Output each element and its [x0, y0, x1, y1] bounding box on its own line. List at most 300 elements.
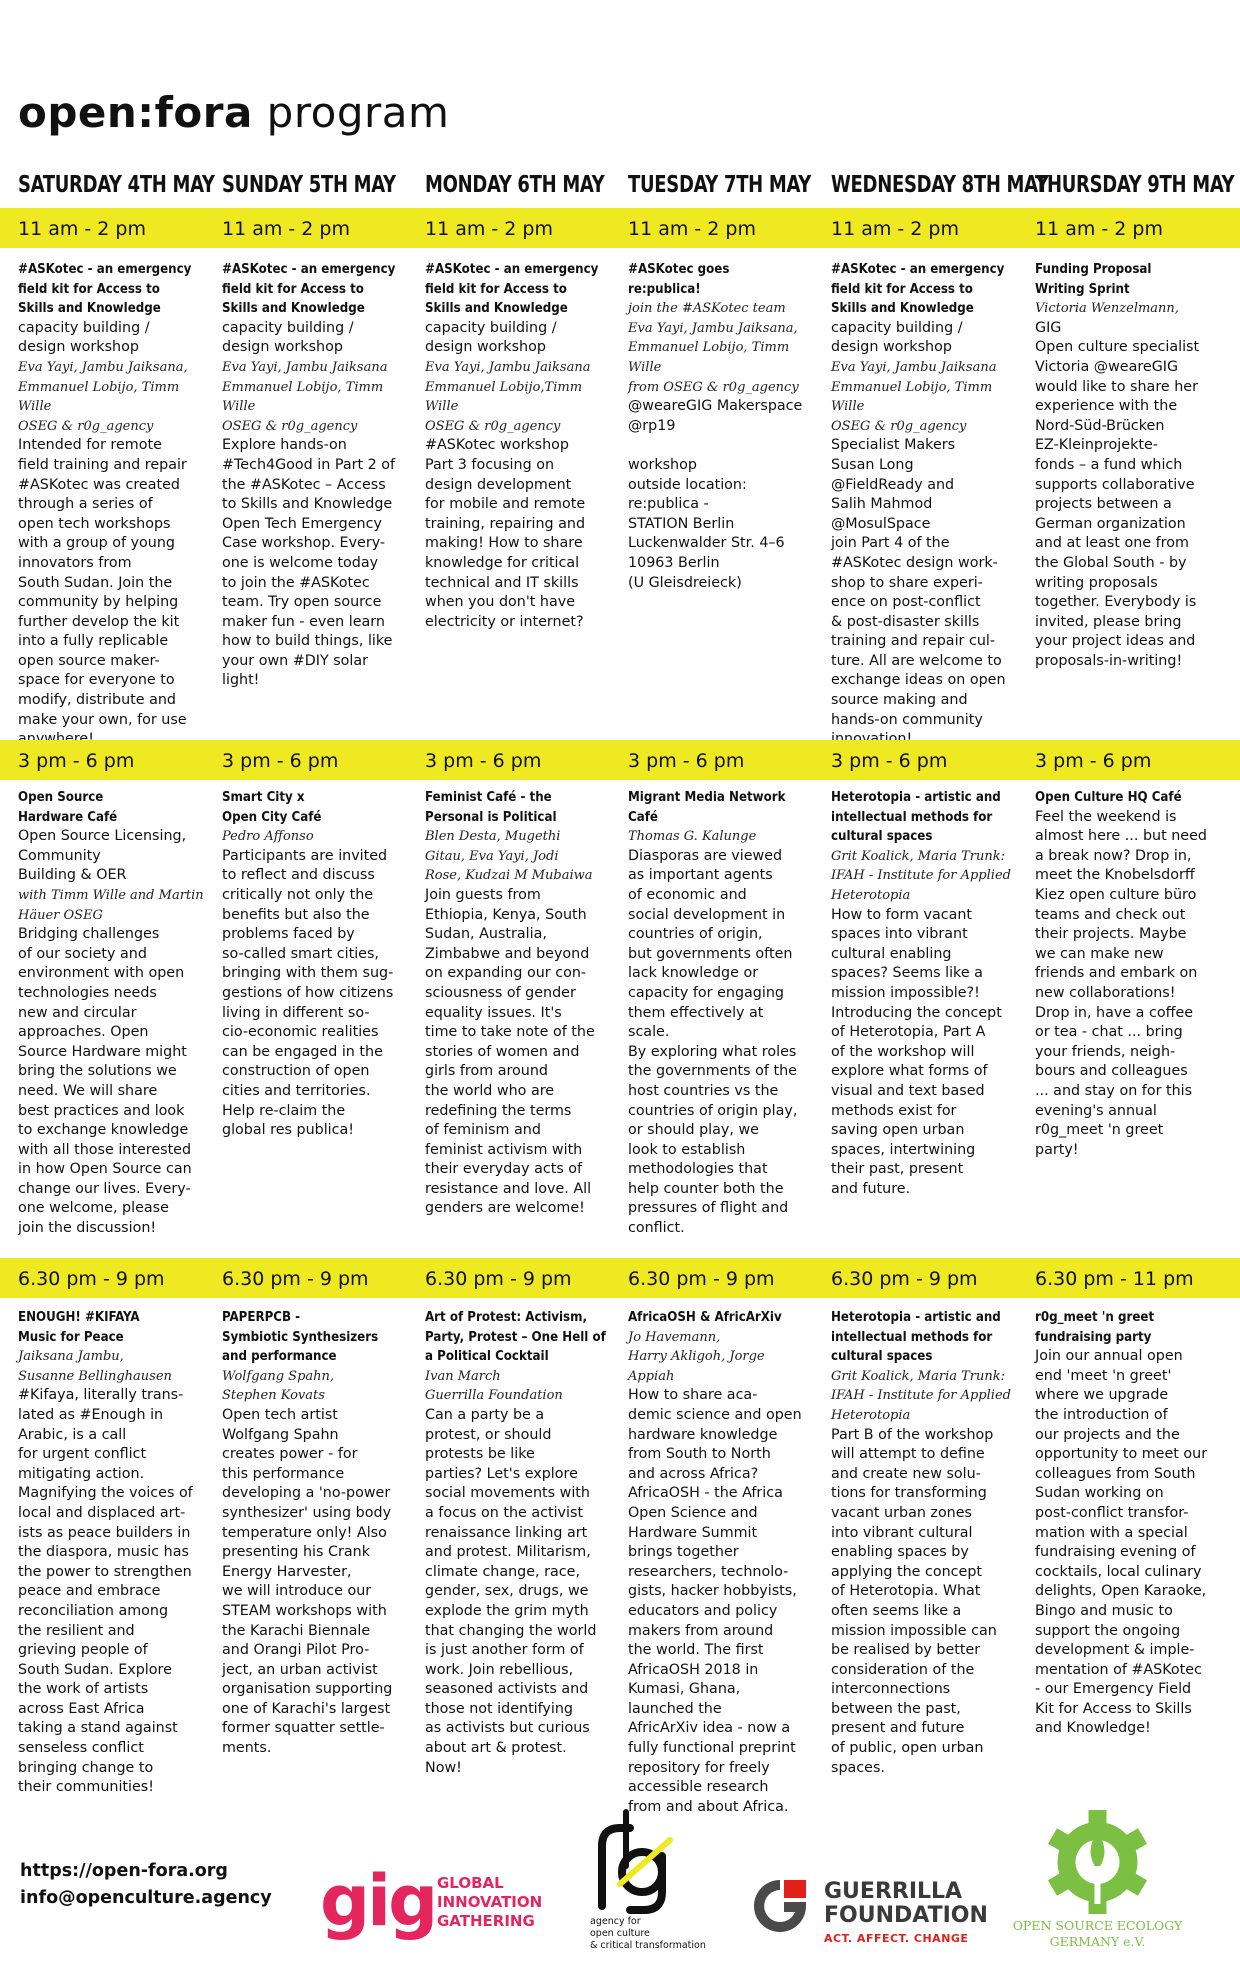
event-description-line: them effectively at — [628, 1004, 764, 1021]
event-cell — [18, 788, 204, 1239]
event-description-line: team. Try open source — [222, 594, 382, 611]
event-title-line: intellectual methods for — [831, 1329, 993, 1345]
event-description-line: and across Africa? — [628, 1465, 759, 1482]
event-title-line: Skills and Knowledge — [831, 301, 974, 317]
event-cell — [425, 788, 611, 1219]
event-description-line: @weareGIG Makerspace — [628, 398, 803, 415]
event-description-line: redefining the terms — [425, 1102, 572, 1119]
event-description-line: ject, an urban activist — [222, 1661, 378, 1678]
event-description-line: peace and embrace — [18, 1583, 161, 1600]
event-description-line: support the ongoing — [1035, 1622, 1181, 1639]
event-description-line: spaces, intertwining — [831, 1141, 976, 1158]
event-description-line: Sudan working on — [1035, 1485, 1164, 1502]
event-people-line: Victoria Wenzelmann, — [1035, 301, 1179, 317]
event-description-line: Source Hardware might — [18, 1043, 187, 1060]
event-description-line: new collaborations! — [1035, 984, 1176, 1001]
event-description-line: best practices and look — [18, 1102, 185, 1119]
event-description-line: explode the grim myth — [425, 1602, 589, 1619]
event-title-line: Party, Protest – One Hell of — [425, 1329, 606, 1345]
r0g-logo — [590, 1806, 706, 1966]
event-description-line: Magnifying the voices of — [18, 1485, 193, 1502]
ose-logo — [1010, 1796, 1185, 1966]
event-description-line: technical and IT skills — [425, 574, 579, 591]
guerrilla-logo-icon — [748, 1874, 812, 1938]
event-description-line: space for everyone to — [18, 672, 175, 689]
event-title-line: field kit for Access to — [425, 281, 567, 297]
time-label: 3 pm - 6 pm — [831, 750, 948, 772]
event-cell — [425, 1308, 611, 1778]
event-people-line: Eva Yayi, Jambu Jaiksana — [222, 359, 388, 375]
blank-line — [628, 436, 814, 456]
event-description-line: ence on post-conflict — [831, 594, 981, 611]
event-description-line: capacity for engaging — [628, 984, 784, 1001]
event-people-line: OSEG & r0g_agency — [425, 418, 561, 434]
event-description-line: the Global South - by — [1035, 554, 1187, 571]
event-cell — [831, 260, 1017, 750]
event-description-line: across East Africa — [18, 1700, 145, 1717]
day-header: SATURDAY 4TH MAY — [18, 170, 215, 198]
event-people-line: Harry Akligoh, Jorge Appiah — [628, 1349, 765, 1384]
event-description-line: and at least one from — [1035, 535, 1189, 552]
event-title-line: Open Source — [18, 790, 104, 805]
time-label: 6.30 pm - 9 pm — [425, 1268, 572, 1290]
event-description-line: into vibrant cultural — [831, 1524, 973, 1541]
event-description-line: this performance — [222, 1465, 345, 1482]
event-people-line: Emmanuel Lobijo,Timm Wille — [425, 379, 583, 415]
event-description-line: 10963 Berlin — [628, 554, 720, 571]
event-people-line: Eva Yayi, Jambu Jaiksana — [831, 359, 997, 375]
time-label: 6.30 pm - 9 pm — [628, 1268, 775, 1290]
event-description-line: your project ideas and — [1035, 633, 1196, 650]
event-description-line: about art & protest. — [425, 1740, 567, 1757]
event-description-line: need. We will share — [18, 1082, 158, 1099]
event-description-line: EZ-Kleinprojekte- — [1035, 437, 1158, 454]
event-description-line: would like to share her — [1035, 378, 1198, 395]
event-description-line: methodologies that — [628, 1161, 768, 1178]
event-description-line: Join our annual open — [1035, 1348, 1183, 1365]
event-description-line: explore what forms of — [831, 1063, 988, 1080]
event-description-line: or tea - chat ... bring — [1035, 1024, 1183, 1041]
event-description-line: the work of artists — [18, 1681, 149, 1698]
event-description-line: (U Gleisdreieck) — [628, 574, 742, 591]
event-title-line: intellectual methods for — [831, 809, 993, 825]
event-title-line: Funding Proposal — [1035, 262, 1152, 277]
event-description-line: when you don't have — [425, 594, 576, 611]
event-description-line: #ASKotec design work- — [831, 554, 998, 571]
event-title-line: Writing Sprint — [1035, 281, 1130, 297]
r0g-logo-caption: agency for open culture & critical transformation — [590, 1916, 706, 1951]
event-description-line: as activists but curious — [425, 1720, 590, 1737]
event-people-line: IFAH - Institute for Applied — [831, 868, 1011, 884]
event-description-line: fundraising evening of — [1035, 1544, 1196, 1561]
event-description-line: Zimbabwe and beyond — [425, 945, 590, 962]
event-description-line: AfricArXiv idea - now a — [628, 1720, 791, 1737]
event-people-line: IFAH - Institute for Applied — [831, 1388, 1011, 1404]
event-description-line: work. Join rebellious, — [425, 1661, 574, 1678]
event-description-line: taking a stand against — [18, 1720, 178, 1737]
event-description-line: countries of origin, — [628, 926, 763, 943]
gear-leaf-icon — [1010, 1796, 1185, 1916]
event-description-line: construction of open — [222, 1063, 370, 1080]
event-subtitle-line: capacity building / — [222, 319, 354, 336]
event-description-line: social movements with — [425, 1485, 590, 1502]
event-description-line: spaces into vibrant — [831, 926, 968, 943]
guerrilla-foundation-logo — [748, 1874, 988, 1945]
event-description-line: STEAM workshops with — [222, 1602, 387, 1619]
event-description-line: on expanding our con- — [425, 965, 587, 982]
event-description-line: to exchange knowledge — [18, 1122, 189, 1139]
event-subtitle-line: design workshop — [425, 339, 546, 356]
event-description-line: Luckenwalder Str. 4–6 — [628, 535, 785, 552]
event-description-line: stories of women and — [425, 1043, 580, 1060]
event-title-line: Skills and Knowledge — [425, 301, 568, 317]
event-description-line: ture. All are welcome to — [831, 652, 1002, 669]
event-people-line: Wolfgang Spahn, — [222, 1368, 335, 1384]
event-subtitle-line: Building & OER — [18, 867, 127, 884]
event-people-line: Emmanuel Lobijo, Timm Wille — [628, 340, 790, 375]
event-description-line: one welcome, please — [18, 1200, 169, 1217]
event-description-line: making! How to share — [425, 535, 583, 552]
event-cell — [18, 260, 204, 750]
event-description-line: reconciliation among — [18, 1602, 169, 1619]
event-description-line: approaches. Open — [18, 1024, 149, 1041]
event-description-line: #ASKotec workshop — [425, 437, 569, 454]
event-people-line: Eva Yayi, Jambu Jaiksana, — [18, 359, 188, 375]
event-description-line: technologies needs — [18, 984, 157, 1001]
event-description-line: as important agents — [628, 867, 773, 884]
event-description-line: evening's annual — [1035, 1102, 1157, 1119]
event-description-line: local and displaced art- — [18, 1504, 186, 1521]
event-description-line: Feel the weekend is — [1035, 808, 1177, 825]
event-description-line: light! — [222, 672, 260, 689]
event-description-line: seasoned activists and — [425, 1681, 589, 1698]
event-description-line: German organization — [1035, 515, 1186, 532]
event-cell — [628, 788, 814, 1239]
event-people-line: Rose, Kudzai M Mubaiwa — [425, 868, 593, 884]
event-description-line: cultural enabling — [831, 945, 952, 962]
event-description-line: protests be like — [425, 1446, 535, 1463]
time-label: 11 am - 2 pm — [831, 218, 959, 240]
event-description-line: accessible research — [628, 1779, 769, 1796]
time-label: 11 am - 2 pm — [628, 218, 756, 240]
event-description-line: former squatter settle- — [222, 1720, 385, 1737]
event-description-line: party! — [1035, 1141, 1079, 1158]
event-description-line: so-called smart cities, — [222, 945, 379, 962]
event-description-line: Susan Long — [831, 456, 914, 473]
event-description-line: electricity or internet? — [425, 613, 584, 630]
event-description-line: training, repairing and — [425, 515, 586, 532]
event-cell — [1035, 1308, 1221, 1739]
event-cell — [222, 260, 408, 691]
gig-logo-text: GLOBAL INNOVATION GATHERING — [437, 1874, 543, 1930]
event-description-line: Join guests from — [425, 886, 541, 903]
event-description-line: field training and repair — [18, 456, 187, 473]
event-description-line: through a series of — [18, 496, 153, 513]
event-people-line: Eva Yayi, Jambu Jaiksana, — [628, 320, 798, 336]
event-description-line: and Orangi Pilot Pro- — [222, 1642, 370, 1659]
event-description-line: the resilient and — [18, 1622, 135, 1639]
event-description-line: experience with the — [1035, 398, 1178, 415]
event-description-line: outside location: — [628, 476, 747, 493]
event-description-line: consideration of the — [831, 1661, 975, 1678]
event-people-line: Jaiksana Jambu, — [18, 1349, 124, 1365]
event-description-line: Specialist Makers — [831, 437, 956, 454]
event-people-line: Pedro Affonso — [222, 829, 314, 845]
event-description-line: South Sudan. Explore — [18, 1661, 172, 1678]
event-description-line: #Kifaya, literally trans- — [18, 1387, 184, 1404]
event-description-line: their everyday acts of — [425, 1161, 583, 1178]
event-people-line: Emmanuel Lobijo, Timm Wille — [222, 379, 384, 415]
event-description-line: change our lives. Every- — [18, 1180, 191, 1197]
event-description-line: Now! — [425, 1759, 462, 1776]
event-description-line: and Knowledge! — [1035, 1720, 1151, 1737]
event-subtitle-line: capacity building / — [425, 319, 557, 336]
event-description-line: spaces. — [831, 1759, 885, 1776]
event-description-line: friends and embark on — [1035, 965, 1198, 982]
event-title-line: #ASKotec - an emergency — [425, 262, 599, 277]
page-title-light: program — [266, 88, 450, 137]
event-description-line: your own #DIY solar — [222, 652, 369, 669]
event-description-line: Open Science and — [628, 1504, 758, 1521]
event-description-line: Diasporas are viewed — [628, 847, 783, 864]
event-description-line: lated as #Enough in — [18, 1406, 164, 1423]
event-title-line: fundraising party — [1035, 1329, 1152, 1345]
event-description-line: writing proposals — [1035, 574, 1158, 591]
event-description-line: or should play, we — [628, 1122, 759, 1139]
event-description-line: re:publica - — [628, 496, 709, 513]
time-label: 3 pm - 6 pm — [425, 750, 542, 772]
event-people-line: Heterotopia — [831, 887, 911, 903]
event-description-line: their past, present — [831, 1161, 964, 1178]
event-title-line: re:publica! — [628, 281, 701, 297]
time-label: 3 pm - 6 pm — [18, 750, 135, 772]
event-description-line: of Heterotopia, Part A — [831, 1024, 986, 1041]
event-description-line: and protest. Militarism, — [425, 1544, 591, 1561]
event-people-line: Emmanuel Lobijo, Timm Wille — [831, 379, 993, 415]
event-cell — [628, 260, 814, 593]
event-description-line: lack knowledge or — [628, 965, 759, 982]
website-link[interactable]: https://open-fora.org — [20, 1861, 228, 1881]
event-description-line: synthesizer' using body — [222, 1504, 392, 1521]
event-description-line: How to share aca- — [628, 1387, 758, 1404]
event-description-line: bringing with them sug- — [222, 965, 394, 982]
event-people-line: OSEG & r0g_agency — [831, 418, 967, 434]
event-people-line: join the #ASKotec team — [628, 301, 786, 317]
event-description-line: interconnections — [831, 1681, 951, 1698]
event-title-line: a Political Cocktail — [425, 1349, 549, 1365]
event-description-line: environment with open — [18, 965, 185, 982]
event-title-line: Skills and Knowledge — [18, 301, 161, 317]
r0g-logo-mark — [590, 1806, 690, 1914]
event-title-line: Feminist Café - the — [425, 790, 552, 805]
event-people-line: Susanne Bellinghausen — [18, 1368, 172, 1384]
event-subtitle-line: Community — [18, 847, 101, 864]
event-description-line: between the past, — [831, 1700, 961, 1717]
event-description-line: Nord-Süd-Brücken — [1035, 417, 1165, 434]
event-title-line: Heterotopia - artistic and — [831, 790, 1001, 805]
event-description-line: bring the solutions we — [18, 1063, 177, 1080]
event-description-line: the Karachi Biennale — [222, 1622, 371, 1639]
event-description-line: problems faced by — [222, 926, 355, 943]
event-description-line: By exploring what roles — [628, 1043, 797, 1060]
ose-logo-text: OPEN SOURCE ECOLOGY GERMANY e.V. — [1012, 1918, 1183, 1949]
time-label: 11 am - 2 pm — [425, 218, 553, 240]
day-header: SUNDAY 5TH MAY — [222, 170, 396, 198]
event-description-line: maker fun - even learn — [222, 613, 385, 630]
event-description-line: Open Tech Emergency — [222, 515, 382, 532]
event-description-line: @MosulSpace — [831, 515, 931, 532]
event-description-line: but governments often — [628, 945, 793, 962]
event-description-line: often seems like a — [831, 1602, 962, 1619]
event-description-line: your friends, neigh- — [1035, 1043, 1176, 1060]
event-description-line: training and repair cul- — [831, 633, 996, 650]
time-band-morning — [0, 208, 1240, 248]
time-label: 3 pm - 6 pm — [1035, 750, 1152, 772]
gig-logo — [320, 1860, 543, 1944]
event-description-line: we will introduce our — [222, 1583, 372, 1600]
event-description-line: how to build things, like — [222, 633, 393, 650]
event-description-line: Energy Harvester, — [222, 1563, 352, 1580]
event-description-line: exchange ideas on open — [831, 672, 1006, 689]
event-description-line: equality issues. It's — [425, 1004, 562, 1021]
event-cell — [222, 788, 408, 1141]
event-description-line: community by helping — [18, 594, 179, 611]
event-description-line: almost here ... but need — [1035, 828, 1207, 845]
event-description-line: feminist activism with — [425, 1141, 583, 1158]
event-description-line: modify, distribute and — [18, 692, 176, 709]
event-subtitle-line: capacity building / — [18, 319, 150, 336]
event-description-line: Wolfgang Spahn — [222, 1426, 339, 1443]
event-description-line: @FieldReady and — [831, 476, 955, 493]
event-description-line: climate change, race, — [425, 1563, 580, 1580]
event-people-line: Eva Yayi, Jambu Jaiksana — [425, 359, 591, 375]
event-description-line: workshop — [628, 456, 697, 473]
event-description-line: @rp19 — [628, 417, 676, 434]
event-description-line: Part B of the workshop — [831, 1426, 994, 1443]
event-title-line: cultural spaces — [831, 1349, 933, 1365]
day-header: TUESDAY 7TH MAY — [628, 170, 811, 198]
event-description-line: help counter both the — [628, 1180, 784, 1197]
event-description-line: GIG — [1035, 319, 1062, 336]
event-description-line: to Skills and Knowledge — [222, 496, 393, 513]
event-cell — [831, 1308, 1017, 1778]
event-title-line: Music for Peace — [18, 1329, 124, 1345]
event-description-line: of Heterotopia. What — [831, 1583, 981, 1600]
event-description-line: time to take note of the — [425, 1024, 595, 1041]
event-people-line: Grit Koalick, Maria Trunk: — [831, 1368, 1005, 1384]
event-description-line: new and circular — [18, 1004, 137, 1021]
event-description-line: Sudan, Australia, — [425, 926, 547, 943]
event-description-line: the world who are — [425, 1082, 555, 1099]
event-people-line: with Timm Wille and Martin — [18, 887, 204, 903]
event-description-line: spaces? Seems like a — [831, 965, 983, 982]
gig-logo-word: gig — [320, 1860, 436, 1942]
email-link[interactable]: info@openculture.agency — [20, 1888, 272, 1908]
event-title-line: Open City Café — [222, 809, 322, 825]
time-band-evening — [0, 1258, 1240, 1298]
event-people-line: Häuer OSEG — [18, 907, 103, 923]
event-description-line: knowledge for critical — [425, 554, 580, 571]
event-title-line: and performance — [222, 1349, 337, 1365]
event-title-line: Smart City x — [222, 790, 305, 805]
event-cell — [18, 1308, 204, 1798]
event-description-line: teams and check out — [1035, 906, 1186, 923]
event-description-line: into a fully replicable — [18, 633, 169, 650]
event-description-line: those not identifying — [425, 1700, 573, 1717]
event-title-line: Migrant Media Network — [628, 790, 786, 805]
event-description-line: projects between a — [1035, 496, 1172, 513]
time-label: 11 am - 2 pm — [1035, 218, 1163, 240]
day-header: WEDNESDAY 8TH MAY — [831, 170, 1049, 198]
event-description-line: to join the #ASKotec — [222, 574, 370, 591]
event-description-line: bours and colleagues — [1035, 1063, 1188, 1080]
event-description-line: we can make new — [1035, 945, 1164, 962]
event-title-line: Heterotopia - artistic and — [831, 1310, 1001, 1325]
event-description-line: sciousness of gender — [425, 984, 576, 1001]
event-description-line: of feminism and — [425, 1122, 541, 1139]
event-description-line: Arabic, is a call — [18, 1426, 127, 1443]
event-people-line: OSEG & r0g_agency — [18, 418, 154, 434]
event-people-line: OSEG & r0g_agency — [222, 418, 358, 434]
event-description-line: supports collaborative — [1035, 476, 1195, 493]
event-title-line: Symbiotic Synthesizers — [222, 1329, 379, 1345]
event-subtitle-line: design workshop — [831, 339, 952, 356]
event-description-line: benefits but also the — [222, 906, 370, 923]
event-description-line: fonds – a fund which — [1035, 456, 1183, 473]
event-description-line: hands-on community — [831, 711, 983, 728]
event-description-line: visual and text based — [831, 1082, 985, 1099]
event-description-line: post-conflict transfor- — [1035, 1504, 1189, 1521]
event-title-line: field kit for Access to — [18, 281, 160, 297]
event-description-line: ists as peace builders in — [18, 1524, 191, 1541]
footer-contact — [20, 1858, 272, 1912]
event-description-line: - our Emergency Field — [1035, 1681, 1192, 1698]
event-description-line: meet the Knobelsdorff — [1035, 867, 1195, 884]
event-description-line: girls from around — [425, 1063, 548, 1080]
event-description-line: shop to share experi- — [831, 574, 983, 591]
event-title-line: cultural spaces — [831, 829, 933, 845]
event-description-line: senseless conflict — [18, 1740, 144, 1757]
event-people-line: Jo Havemann, — [628, 1329, 721, 1345]
event-description-line: a break now? Drop in, — [1035, 847, 1192, 864]
event-description-line: brings together — [628, 1544, 739, 1561]
event-people-line: Guerrilla Foundation — [425, 1388, 563, 1404]
event-description-line: make your own, for use — [18, 711, 187, 728]
event-description-line: conflict. — [628, 1220, 685, 1237]
event-description-line: organisation supporting — [222, 1681, 393, 1698]
event-description-line: Kiez open culture büro — [1035, 886, 1197, 903]
event-description-line: and future. — [831, 1180, 911, 1197]
event-title-line: ENOUGH! #KIFAYA — [18, 1310, 140, 1325]
event-title-line: #ASKotec - an emergency — [222, 262, 396, 277]
event-description-line: innovators from — [18, 554, 132, 571]
event-description-line: Intended for remote — [18, 437, 162, 454]
event-description-line: host countries vs the — [628, 1082, 779, 1099]
event-description-line: Bridging challenges — [18, 926, 160, 943]
event-description-line: fully functional preprint — [628, 1740, 796, 1757]
event-title-line: #ASKotec - an emergency — [831, 262, 1005, 277]
event-description-line: for urgent conflict — [18, 1446, 147, 1463]
event-description-line: open tech workshops — [18, 515, 171, 532]
event-description-line: from and about Africa. — [628, 1798, 789, 1815]
event-description-line: delights, Open Karaoke, — [1035, 1583, 1207, 1600]
event-description-line: Explore hands-on — [222, 437, 347, 454]
event-people-line: Ivan March — [425, 1368, 501, 1384]
event-description-line: social development in — [628, 906, 786, 923]
time-label: 6.30 pm - 11 pm — [1035, 1268, 1194, 1290]
event-description-line: join the discussion! — [18, 1220, 157, 1237]
event-description-line: their communities! — [18, 1779, 154, 1796]
